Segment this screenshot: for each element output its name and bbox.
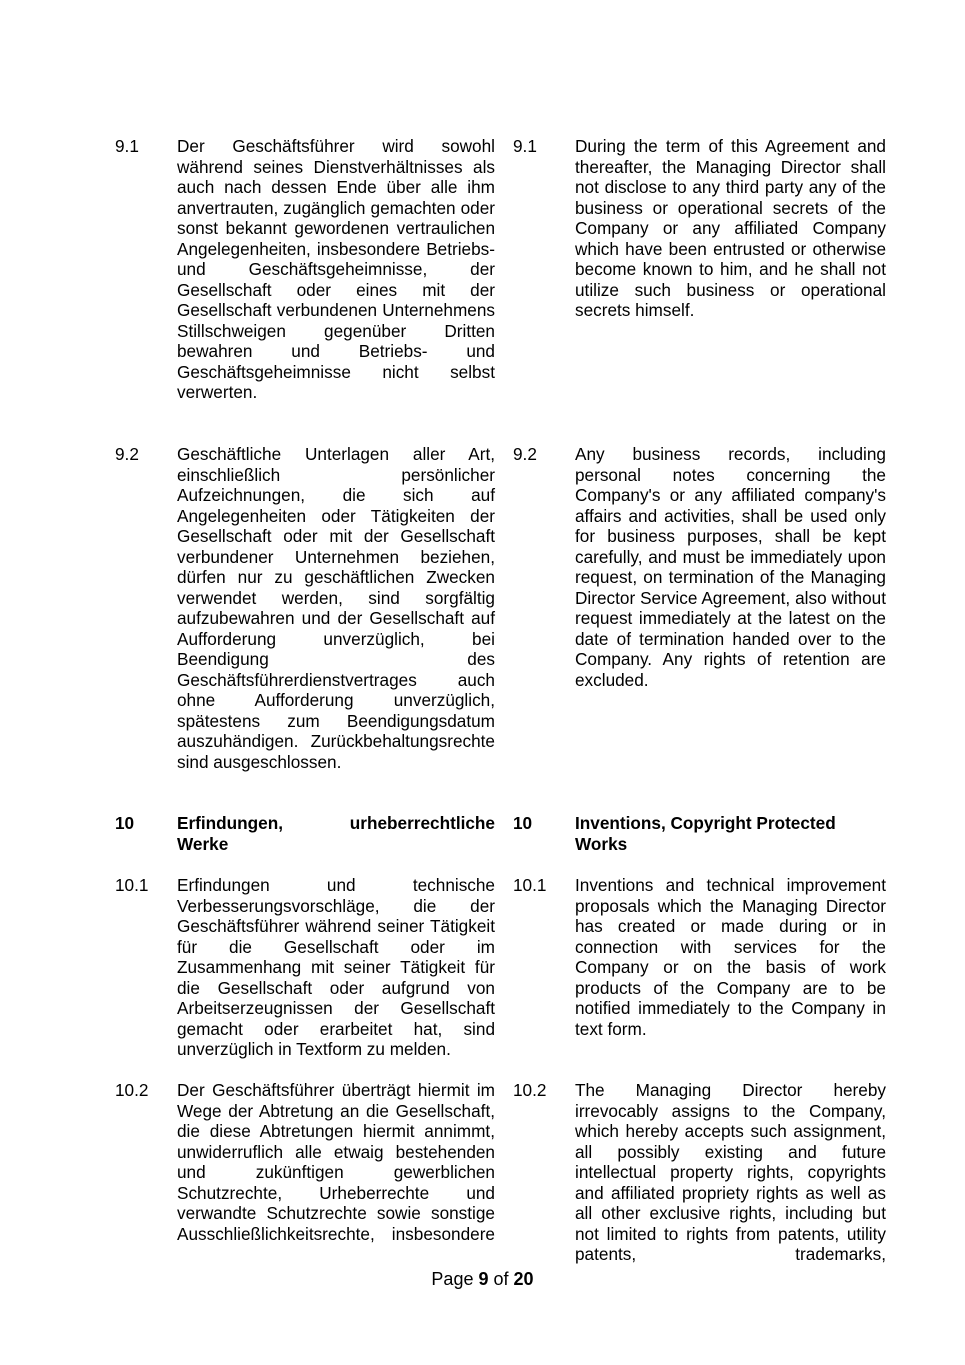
clause-text-en: Any business records, including personal notes concerning the Company's or any affiliated company's affairs and activities, shall be used only for business purposes, shall be kept carefully, and must be immediately upon request, on termination of the Managing Director Service Agreement, also without request immediately at the latest on the date of termination handed over to the Company. Any rights of retention are excluded.: [575, 444, 886, 690]
of-label: of: [493, 1269, 509, 1289]
clause-number-en: 9.1: [513, 136, 537, 156]
page-number: 9: [478, 1269, 489, 1289]
section-number-en: 10: [513, 813, 533, 833]
total-pages: 20: [513, 1269, 534, 1289]
section-heading-en: [575, 813, 886, 854]
clause-number-en: 9.2: [513, 444, 537, 464]
section-heading-de-line1: Erfindungen, urheberrechtliche: [177, 813, 495, 833]
clause-number-de: 9.1: [115, 136, 139, 156]
clause-text-de: Der Geschäftsführer wird sowohl während seines Dienstverhältnisses als auch nach dessen Ende über alle ihm anvertrauten, zugänglich gemachten oder sonst bekannt gewordenen vertraulichen Angelegenheiten, insbesondere Betriebs- und Geschäftsgeheimnisse, der Gesellschaft oder eines mit der Gesellschaft verbundenen Unternehmens Stillschweigen gegenüber Dritten bewahren und Betriebs- und Geschäftsgeheimnisse nicht selbst verwerten.: [177, 136, 495, 402]
section-number-de: 10: [115, 813, 135, 833]
clause-number-de: 10.1: [115, 875, 149, 895]
section-heading-de: [177, 813, 495, 854]
clause-text-de: Geschäftliche Unterlagen aller Art, einschließlich persönlicher Aufzeichnungen, die sich auf Angelegenheiten oder Tätigkeiten der Gesellschaft oder mit der Gesellschaft verbundener Unternehmen beziehen, dürfen nur zu geschäftlichen Zwecken verwendet werden, sind sorgfältig aufzubewahren und der Gesellschaft auf Aufforderung unverzüglich, bei Beendigung des Geschäftsführerdienstvertrages auch ohne Aufforderung unverzüglich, spätestens zum Beendigungsdatum auszuhändigen. Zurückbehaltungsrechte sind ausgeschlossen.: [177, 444, 495, 772]
clause-number-de: 9.2: [115, 444, 139, 464]
page-label: Page: [431, 1269, 474, 1289]
clause-text-en: The Managing Director hereby irrevocably assigns to the Company, which hereby accepts such assignment, all possibly existing and future intellectual property rights, copyrights and affiliated propriety rights as well as all other exclusive rights, including but not limited to rights from patents, utility patents, trademarks,: [575, 1080, 886, 1264]
clause-text-en: During the term of this Agreement and thereafter, the Managing Director shall not disclose to any third party any of the business or operational secrets of the Company or any affiliated Company which have been entrusted or otherwise become known to him, and he shall not utilize such business or operational secrets himself.: [575, 136, 886, 320]
clause-text-de: Erfindungen und technische Verbesserungsvorschläge, die der Geschäftsführer während seiner Tätigkeit für die Gesellschaft oder im Zusammenhang mit seiner Tätigkeit für die Gesellschaft oder aufgrund von Arbeitserzeugnissen der Gesellschaft gemacht oder erarbeitet hat, sind unverzüglich in Textform zu melden.: [177, 875, 495, 1059]
clause-number-en: 10.2: [513, 1080, 547, 1100]
clause-number-en: 10.1: [513, 875, 547, 895]
section-heading-de-line2: Werke: [177, 833, 229, 854]
clause-text-de: Der Geschäftsführer überträgt hiermit im Wege der Abtretung an die Gesellschaft, die diese Abtretungen hiermit annimmt, unwiderruflich alle etwaig bestehenden und zukünftigen gewerblichen Schutzrechte, Urheberrechte und verwandte Schutzrechte sowie sonstige Ausschließlichkeitsrechte, insbesondere: [177, 1080, 495, 1244]
section-heading-en-line1: Inventions, Copyright Protected: [575, 813, 836, 833]
clause-number-de: 10.2: [115, 1080, 149, 1100]
section-heading-en-line2: Works: [575, 833, 628, 854]
page-footer: [0, 1269, 965, 1290]
clause-text-en: Inventions and technical improvement proposals which the Managing Director has created or made during or in connection with services for the Company or on the basis of work products of the Company are to be notified immediately to the Company in text form.: [575, 875, 886, 1039]
